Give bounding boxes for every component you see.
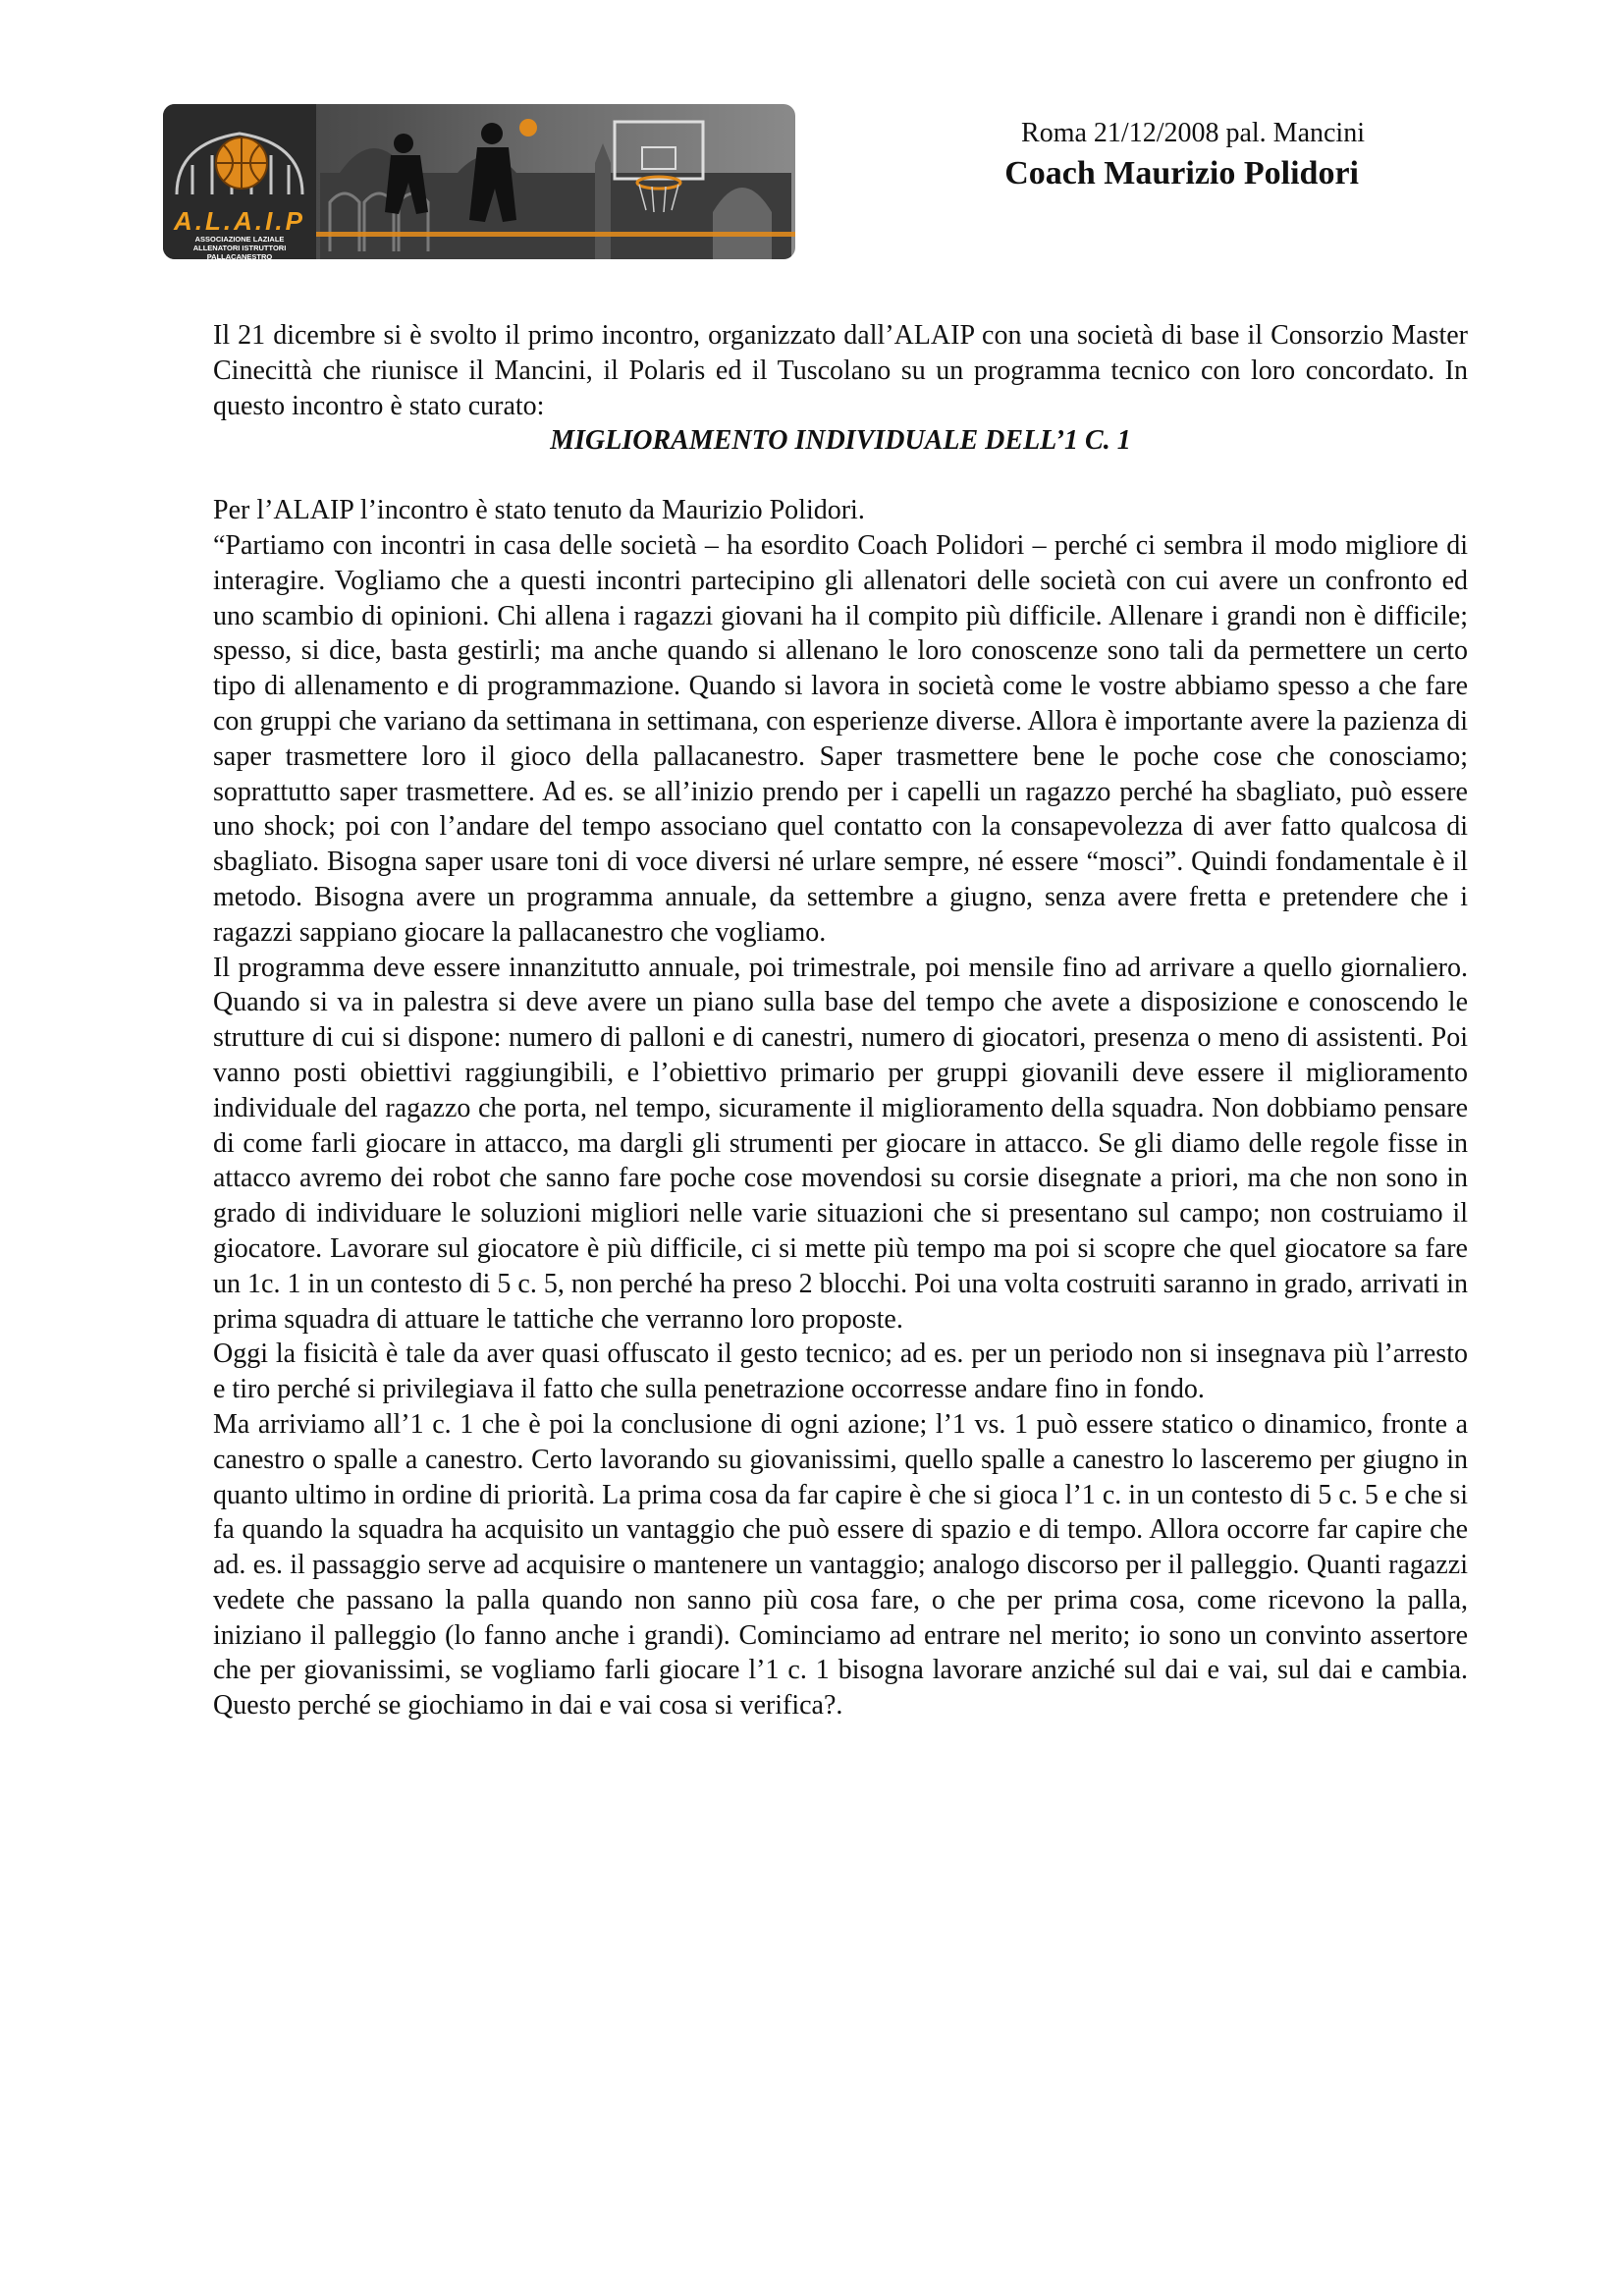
backboard-icon [615,122,703,179]
alaip-logo-subtitle: ASSOCIAZIONE LAZIALE ALLENATORI ISTRUTTORI PALLACANESTRO [192,235,287,259]
coach-name: Coach Maurizio Polidori [1004,155,1359,191]
article-body [213,318,1468,1723]
place-date: Roma 21/12/2008 pal. Mancini [1021,118,1365,148]
paragraph: Oggi la fisicità è tale da aver quasi offuscato il gesto tecnico; ad es. per un periodo non si insegnava più l’arresto e tiro perché si privilegiava il fatto che sulla penetrazione occorresse andare fino in fondo. [213,1339,1468,1405]
subject-heading: MIGLIORAMENTO INDIVIDUALE DELL’1 C. 1 [550,425,1131,457]
paragraph: Per l’ALAIP l’incontro è stato tenuto da Maurizio Polidori. [213,495,865,526]
paragraph: “Partiamo con incontri in casa delle società – ha esordito Coach Polidori – perché ci sembra il modo migliore di interagire. Vogliamo che a questi incontri partecipino gli allenatori delle società con cui avere un confronto ed uno scambio di opinioni. Chi allena i ragazzi giovani ha il compito più difficile. Allenare i grandi non è difficile; spesso, si dice, basta gestirli; ma anche quando si allenano le loro conoscenze sono tali da permettere un certo tipo di allenamento e di programmazione. Quando si lavora in società come le vostre abbiamo spesso a che fare con gruppi che variano da settimana in settimana, con esperienze diverse. Allora è importante avere la pazienza di saper trasmettere loro il gioco della pallacanestro. Saper trasmettere bene le poche cose che conosciamo; soprattutto saper trasmettere. Ad es. se all’inizio prendo per i capelli un ragazzo perché ha sbagliato, può essere uno shock; poi con l’andare del tempo associano quel contatto con la consapevolezza di aver fatto qualcosa di sbagliato. Bisogna saper usare toni di voce diversi né urlare sempre, né essere “mosci”. Quindi fondamentale è il metodo. Bisogna avere un programma annuale, da settembre a giugno, senza avere fretta e pretendere che i ragazzi sappiano giocare la pallacanestro che vogliamo. [213,529,1468,948]
paragraph: Il programma deve essere innanzitutto annuale, poi trimestrale, poi mensile fino ad arrivare a quello giornaliero. Quando si va in palestra si deve avere un piano sulla base del tempo che avete a disposizione e conoscendo le strutture di cui si dispone: numero di palloni e di canestri, numero di giocatori, presenza o meno di assistenti. Poi vanno posti obiettivi raggiungibili, e l’obiettivo primario per gruppi giovanili deve essere il miglioramento individuale del ragazzo che porta, nel tempo, sicuramente il miglioramento della squadra. Non dobbiamo pensare di come farli giocare in attacco, ma dargli gli strumenti per giocare in attacco. Se gli diamo delle regole fisse in attacco avremo dei robot che sanno fare poche cose movendosi su corsie disegnate a priori, ma che non sono in grado di individuare le soluzioni migliori nelle varie situazioni che si presentano sul campo; non costruiamo il giocatore. Lavorare sul giocatore è più difficile, ci si mette più tempo ma poi si scopre che quel giocatore sa fare un 1c. 1 in un contesto di 5 c. 5, non perché ha preso 2 blocchi. Poi una volta costruiti saranno in grado, arrivati in prima squadra di attuare le tattiche che verranno loro proposte. [213,952,1468,1335]
alaip-logo: A.L.A.I.P [174,206,305,236]
paragraph: Ma arriviamo all’1 c. 1 che è poi la conclusione di ogni azione; l’1 vs. 1 può essere statico o dinamico, fronte a canestro o spalle a canestro. Certo lavorando su giovanissimi, quello spalle a canestro lo lasceremo per giugno in quanto ultimo in ordine di priorità. La prima cosa da far capire è che si gioca l’1 c. in un contesto di 5 c. 5 e che si fa quando la squadra ha acquisito un vantaggio che può essere di spazio e di tempo. Allora occorre far capire che ad. es. il passaggio serve ad acquisire o mantenere un vantaggio; analogo discorso per il palleggio. Quanti ragazzi vedete che passano la palla quando non sanno più cosa fare, o che per prima cosa, come ricevono la palla, iniziano il palleggio (lo fanno anche i grandi). Cominciamo ad entrare nel merito; io sono un convinto assertore che per giovanissimi, se vogliamo farli giocare l’1 c. 1 bisogna lavorare anziché sul dai e vai, sul dai e cambia. Questo perché se giochiamo in dai e vai cosa si verifica?. [213,1408,1468,1722]
intro-paragraph: Il 21 dicembre si è svolto il primo incontro, organizzato dall’ALAIP con una società di base il Consorzio Master Cinecittà che riunisce il Mancini, il Polaris ed il Tuscolano su un programma tecnico con loro concordato. In questo incontro è stato curato: [213,320,1468,421]
header-banner [163,104,795,259]
